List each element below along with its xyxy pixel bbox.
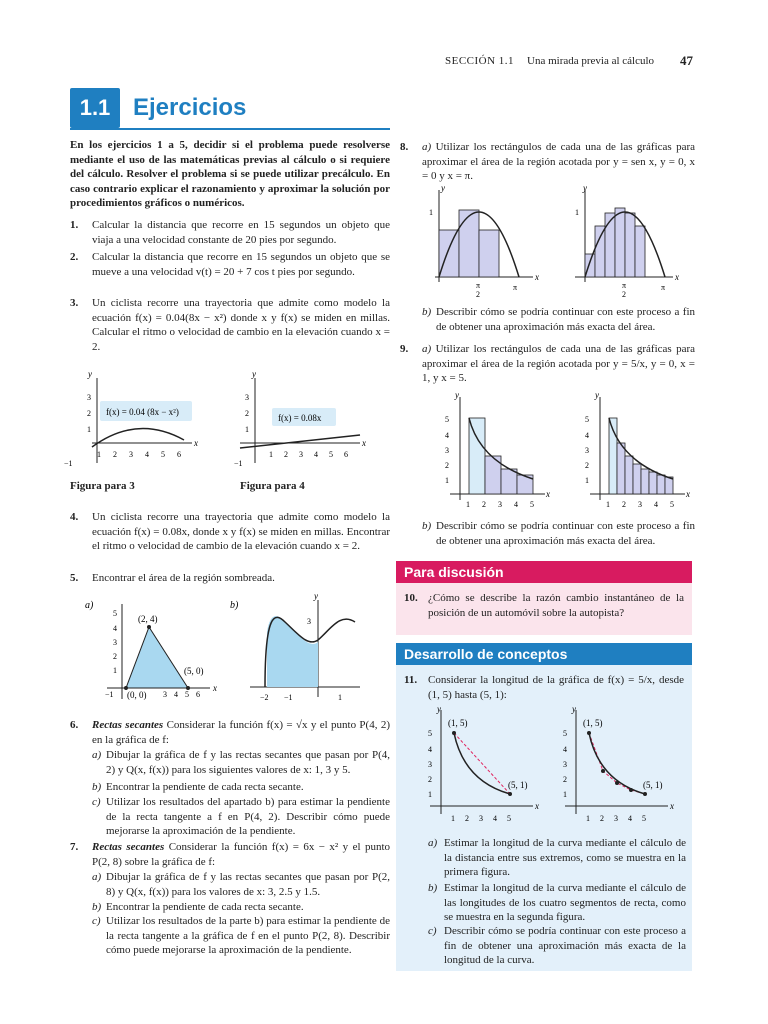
figure-3-caption: Figura para 3	[70, 480, 135, 492]
y-label: y	[455, 392, 459, 400]
tick: 5	[670, 500, 674, 509]
figure-11-left	[418, 706, 546, 826]
sub-text: Encontrar la pendiente de cada recta secante.	[106, 901, 304, 913]
shaded-triangle	[126, 627, 188, 688]
tick: 6	[196, 690, 200, 699]
tick: 1	[451, 814, 455, 823]
tick: 4	[445, 431, 449, 440]
sub-label: c)	[428, 925, 437, 937]
figure-4-caption: Figura para 4	[240, 480, 305, 492]
tick: −1	[284, 693, 293, 702]
exercise-4	[70, 510, 390, 554]
part-label: b)	[230, 600, 239, 611]
exercise-7c	[92, 914, 390, 958]
tick: 4	[628, 814, 632, 823]
concepts-title: Desarrollo de conceptos	[396, 643, 692, 665]
tick: 5	[185, 690, 189, 699]
point	[629, 788, 633, 792]
exercise-6	[70, 718, 390, 747]
rectangle	[605, 213, 615, 277]
rectangle	[665, 477, 673, 494]
rectangle	[469, 418, 485, 494]
tick: 1	[87, 425, 91, 434]
sub-label: c)	[92, 796, 101, 808]
tick: 2	[563, 775, 567, 784]
tick: −1	[105, 690, 114, 699]
exercise-lead: Rectas secantes	[92, 719, 164, 731]
exercise-number: 3.	[70, 297, 79, 309]
exercise-6c	[92, 795, 390, 839]
tick: 2	[87, 409, 91, 418]
tick: −1	[64, 459, 73, 468]
tick: 2	[445, 461, 449, 470]
exercise-number: 2.	[70, 251, 79, 263]
tick: 3	[479, 814, 483, 823]
sub-label: a)	[422, 343, 432, 355]
tick: 4	[174, 690, 178, 699]
header-section: SECCIÓN 1.1	[445, 55, 515, 67]
tick: 1	[606, 500, 610, 509]
tick: 4	[428, 745, 432, 754]
exercise-11	[404, 673, 684, 702]
y-label: y	[88, 369, 92, 379]
instructions: En los ejercicios 1 a 5, decidir si el problema puede resolverse mediante el uso de las matemáticas previas al cálculo o si requiere del cálculo. Resolver el problema si se puede utilizar precálculo. En caso contrario explicar el razonamiento y aproximar la solución por procedimientos gráficos o numéricos.	[70, 139, 390, 209]
exercise-number: 4.	[70, 511, 79, 523]
sub-label: b)	[428, 882, 438, 894]
rectangle	[635, 226, 645, 277]
exercise-number: 5.	[70, 572, 79, 584]
x-label: x	[535, 801, 539, 811]
tick: 5	[329, 450, 333, 459]
tick: 5	[428, 729, 432, 738]
sub-text: Estimar la longitud de la curva mediante el cálculo de la distancia entre sus extremos, como se muestra en la primera figura.	[444, 837, 686, 878]
sub-label: b)	[92, 781, 102, 793]
exercise-7b	[92, 900, 390, 915]
sub-label: b)	[92, 901, 102, 913]
sub-text: Utilizar los rectángulos de cada una de las gráficas para aproximar el área de la región acotada por y = 5/x, y = 0, x = 1, y x = 5.	[422, 343, 696, 384]
figure-11-right	[553, 706, 689, 826]
formula: f(x) = 0.04 (8x − x²)	[106, 407, 179, 417]
secant-line	[454, 733, 510, 794]
y-label: y	[595, 392, 599, 400]
point-label: (0, 0)	[127, 690, 147, 700]
tick: π	[661, 283, 666, 292]
y-label: y	[437, 706, 441, 714]
sub-label: b)	[422, 520, 432, 532]
tick: 1	[428, 790, 432, 799]
tick: 4	[563, 745, 567, 754]
x-label: x	[546, 489, 550, 499]
point	[587, 731, 591, 735]
exercise-2	[70, 250, 390, 279]
tick: 5	[563, 729, 567, 738]
tick: 5	[113, 609, 117, 618]
formula: f(x) = 0.08x	[278, 413, 322, 423]
sub-text: Utilizar los resultados del apartado b) para estimar la pendiente de la recta tangente a f en P(4, 2). Describir cómo puede mejorarse la aproximación de la pendiente.	[106, 796, 390, 837]
tick: 2	[113, 450, 117, 459]
header-title: Una mirada previa al cálculo	[527, 55, 655, 67]
x-label: x	[362, 438, 366, 448]
y-label: y	[583, 183, 587, 193]
tick: 2	[113, 652, 117, 661]
rectangle	[459, 210, 479, 277]
section-number: 1.1	[70, 88, 120, 128]
tick: 1	[269, 450, 273, 459]
tick: −2	[260, 693, 269, 702]
x-label: x	[670, 801, 674, 811]
rectangle	[617, 443, 625, 494]
exercise-text: Encontrar el área de la región sombreada.	[92, 572, 275, 584]
tick: 1	[245, 425, 249, 434]
x-label: x	[213, 683, 217, 693]
discussion-title: Para discusión	[396, 561, 692, 583]
y-label: y	[314, 592, 318, 601]
exercise-number: 6.	[70, 719, 79, 731]
tick: 3	[638, 500, 642, 509]
tick: 3	[498, 500, 502, 509]
point-label: (5, 1)	[643, 780, 663, 790]
tick: 2	[600, 814, 604, 823]
exercise-11b	[428, 881, 686, 925]
point	[615, 781, 619, 785]
tick: 1	[338, 693, 342, 702]
figure-8-right	[565, 182, 685, 300]
tick: 4	[145, 450, 149, 459]
exercise-6a	[92, 748, 390, 777]
exercise-11a	[428, 836, 686, 880]
exercise-text: Considerar la función f(x) = 6x − x² y el punto P(2, 8) sobre la gráfica de f:	[92, 841, 391, 868]
tick: 2	[428, 775, 432, 784]
rectangle	[595, 226, 605, 277]
exercise-number: 8.	[400, 141, 409, 153]
exercise-number: 10.	[404, 592, 418, 604]
exercise-number: 7.	[70, 841, 79, 853]
exercise-text: Calcular la distancia que recorre en 15 segundos un objeto que se mueve a una velocidad v(t) = 20 + 7 cos t pies por segundo.	[92, 251, 390, 278]
tick: 1	[429, 208, 433, 217]
sub-text: Describir cómo se podría continuar con este proceso a fin de obtener una aproximación más exacta del área.	[436, 520, 695, 547]
tick: 5	[642, 814, 646, 823]
point-label: (5, 1)	[508, 780, 528, 790]
tick: 6	[344, 450, 348, 459]
tick: 3	[563, 760, 567, 769]
tick: π	[476, 281, 481, 290]
sub-text: Encontrar la pendiente de cada recta secante.	[106, 781, 304, 793]
tick: 2	[622, 500, 626, 509]
sub-text: Utilizar los resultados de la parte b) para estimar la pendiente de la recta tangente a la gráfica de f en el punto P(2, 8). Describir cómo puede mejorarse la aproximación de la pendiente.	[106, 915, 390, 956]
tick: 4	[493, 814, 497, 823]
tick: 4	[113, 624, 117, 633]
point-label: (1, 5)	[583, 718, 603, 728]
exercise-text: ¿Cómo se describe la razón cambio instantáneo de la posición de un automóvil sobre la autopista?	[428, 592, 684, 619]
tick: 5	[507, 814, 511, 823]
figure-4	[232, 368, 372, 473]
tick: π	[622, 281, 627, 290]
exercise-10	[404, 591, 684, 620]
rectangle	[615, 208, 625, 277]
point	[186, 686, 190, 690]
tick: 3	[299, 450, 303, 459]
tick: 2	[476, 290, 480, 299]
rectangle	[625, 456, 633, 494]
exercise-text: Un ciclista recorre una trayectoria que admite como modelo la ecuación f(x) = 0.08x, donde x y f(x) se miden en millas. Encontrar el ritmo o velocidad de cambio de la elevación cuando x = 2.	[92, 511, 390, 552]
exercise-number: 9.	[400, 343, 409, 355]
tick: 3	[445, 446, 449, 455]
tick: 2	[284, 450, 288, 459]
sub-text: Dibujar la gráfica de f y las rectas secantes que pasan por P(2, 8) y Q(x, f(x)) para los valores de x: 3, 2.5 y 1.5.	[106, 871, 390, 898]
tick: 6	[177, 450, 181, 459]
tick: 4	[654, 500, 658, 509]
exercise-text: Considerar la función f(x) = √x y el punto P(4, 2) en la gráfica de f:	[92, 719, 390, 746]
figure-9-left	[440, 392, 560, 512]
exercise-5	[70, 571, 390, 586]
sub-label: a)	[428, 837, 438, 849]
tick: 5	[161, 450, 165, 459]
sub-label: a)	[92, 871, 102, 883]
tick: 3	[585, 446, 589, 455]
exercise-6b	[92, 780, 390, 795]
title-rule	[70, 128, 390, 130]
exercise-text: Calcular la distancia que recorre en 15 segundos un objeto que viaja a una velocidad constante de 20 pies por segundo.	[92, 219, 390, 246]
exercise-7	[70, 840, 390, 869]
tick: 4	[514, 500, 518, 509]
sub-text: Dibujar la gráfica de f y las rectas secantes que pasan por P(4, 2) y Q(x, f(x)) para los siguientes valores de x: 1, 3 y 5.	[106, 749, 390, 776]
point-label: (1, 5)	[448, 718, 468, 728]
sub-label: a)	[92, 749, 102, 761]
part-label: a)	[85, 600, 94, 611]
tick: 3	[245, 393, 249, 402]
page-number: 47	[680, 53, 693, 68]
rectangle	[501, 469, 517, 494]
figure-5b	[230, 592, 370, 707]
tick: 3	[87, 393, 91, 402]
exercise-9b	[422, 519, 695, 548]
curve	[92, 429, 184, 447]
rectangle	[649, 472, 657, 494]
sub-label: c)	[92, 915, 101, 927]
exercise-1	[70, 218, 390, 247]
figure-9-right	[580, 392, 700, 512]
tick: 1	[585, 476, 589, 485]
rectangle	[479, 230, 499, 277]
point	[508, 792, 512, 796]
sub-label: b)	[422, 306, 432, 318]
tick: π	[513, 283, 518, 292]
point	[452, 731, 456, 735]
tick: 2	[585, 461, 589, 470]
tick: 5	[445, 415, 449, 424]
x-label: x	[686, 489, 690, 499]
tick: 3	[113, 638, 117, 647]
figure-8-left	[425, 182, 545, 300]
tick: 3	[163, 690, 167, 699]
tick: 4	[314, 450, 318, 459]
tick: 3	[129, 450, 133, 459]
tick: 3	[428, 760, 432, 769]
discussion-box	[396, 561, 692, 635]
x-label: x	[675, 272, 679, 282]
exercise-lead: Rectas secantes	[92, 841, 165, 853]
exercise-text: Un ciclista recorre una trayectoria que admite como modelo la ecuación f(x) = 0.04(8x − x²) donde x y f(x) se miden en millas. Calcular el ritmo o velocidad de cambio en la elevación cuando x = 2.	[92, 297, 390, 353]
tick: 1	[586, 814, 590, 823]
x-label: x	[535, 272, 539, 282]
sub-text: Describir cómo se podría continuar con este proceso a fin de obtener una aproximación más exacta del área.	[436, 306, 695, 333]
exercise-3	[70, 296, 390, 354]
point	[601, 769, 605, 773]
rectangle	[657, 475, 665, 494]
exercise-7a	[92, 870, 390, 899]
tick: 1	[97, 450, 101, 459]
tick: 2	[465, 814, 469, 823]
tick: 1	[445, 476, 449, 485]
sub-text: Utilizar los rectángulos de cada una de las gráficas para aproximar el área de la región acotada por y = sen x, y = 0, x = 0 y x = π.	[422, 141, 696, 182]
line	[240, 435, 360, 448]
y-label: y	[441, 183, 445, 193]
sub-text: Describir cómo se podría continuar con este proceso a fin de obtener una aproximación más exacta de la longitud de la curva.	[444, 925, 686, 966]
point-label: (2, 4)	[138, 614, 158, 624]
tick: 5	[585, 415, 589, 424]
point-label: (5, 0)	[184, 666, 204, 676]
sub-label: a)	[422, 141, 432, 153]
point	[147, 625, 151, 629]
tick: 3	[307, 617, 311, 626]
sub-text: Estimar la longitud de la curva mediante el cálculo de las longitudes de los cuatro segmentos de recta, como se muestra en la segunda figura.	[444, 882, 686, 923]
exercise-9a	[400, 342, 695, 386]
y-label: y	[572, 706, 576, 714]
x-label: x	[194, 438, 198, 448]
y-label: y	[252, 369, 256, 379]
tick: 1	[563, 790, 567, 799]
tick: 3	[614, 814, 618, 823]
tick: 2	[245, 409, 249, 418]
point	[643, 792, 647, 796]
tick: 1	[113, 666, 117, 675]
exercise-number: 1.	[70, 219, 79, 231]
tick: 1	[575, 208, 579, 217]
rectangle	[625, 213, 635, 277]
exercise-number: 11.	[404, 674, 418, 686]
exercise-11c	[428, 924, 686, 968]
tick: 1	[466, 500, 470, 509]
section-title: Ejercicios	[133, 94, 247, 121]
tick: 2	[622, 290, 626, 299]
tick: 4	[585, 431, 589, 440]
shaded-region	[267, 616, 318, 687]
tick: 2	[482, 500, 486, 509]
exercise-text: Considerar la longitud de la gráfica de f(x) = 5/x, desde (1, 5) hasta (5, 1):	[428, 674, 684, 701]
rectangle	[641, 469, 649, 494]
tick: 5	[530, 500, 534, 509]
figure-5a	[85, 594, 225, 704]
tick: −1	[234, 459, 243, 468]
exercise-8b	[422, 305, 695, 334]
figure-3	[62, 368, 212, 473]
exercise-8a	[400, 140, 695, 184]
rectangle	[633, 464, 641, 494]
